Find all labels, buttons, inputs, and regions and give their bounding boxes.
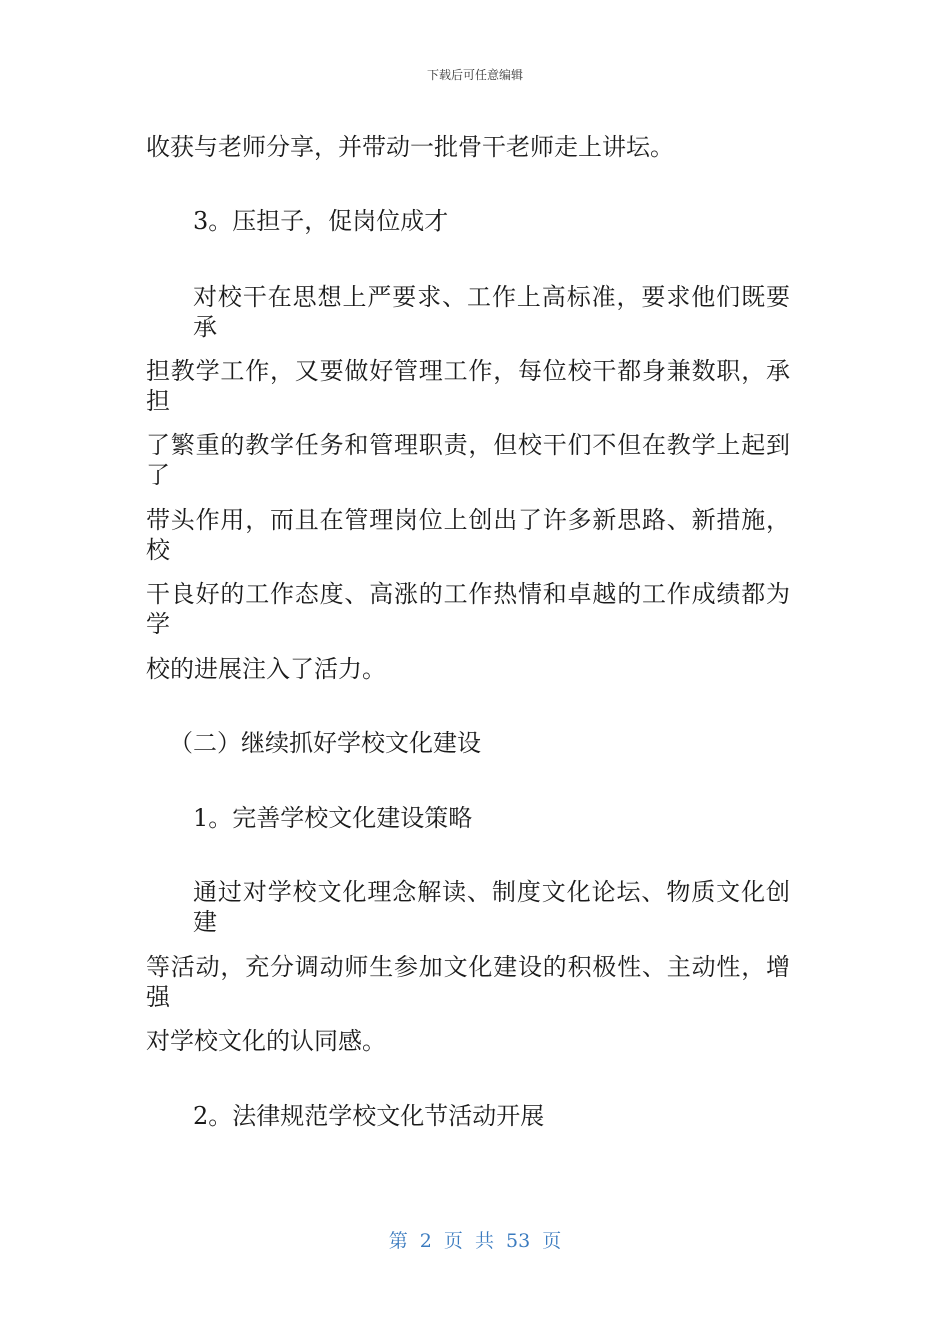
paragraph-line: 校的进展注入了活力。 — [146, 655, 386, 683]
paragraph-line: 等活动，充分调动师生参加文化建设的积极性、主动性，增强 — [146, 953, 790, 1011]
subsection-heading: 1。完善学校文化建设策略 — [193, 804, 473, 832]
paragraph-line: 对校干在思想上严要求、工作上高标准，要求他们既要承 — [193, 283, 790, 341]
paragraph-line: 通过对学校文化理念解读、制度文化论坛、物质文化创建 — [193, 878, 790, 936]
section-heading: 3。压担子，促岗位成才 — [193, 207, 449, 235]
paragraph-line: 担教学工作，又要做好管理工作，每位校干都身兼数职，承担 — [146, 357, 790, 415]
paragraph-line: 对学校文化的认同感。 — [146, 1027, 386, 1055]
paragraph-line: 了繁重的教学任务和管理职责，但校干们不但在教学上起到了 — [146, 431, 790, 489]
page-header: 下载后可任意编辑 — [426, 68, 523, 82]
paragraph-line: 干良好的工作态度、高涨的工作热情和卓越的工作成绩都为学 — [146, 580, 790, 638]
paragraph-line: 带头作用，而且在管理岗位上创出了许多新思路、新措施，校 — [146, 506, 790, 564]
subsection-heading: 2。法律规范学校文化节活动开展 — [193, 1102, 545, 1130]
paragraph-line: 收获与老师分享，并带动一批骨干老师走上讲坛。 — [146, 133, 674, 161]
section-heading: （二）继续抓好学校文化建设 — [169, 729, 481, 757]
page-number-footer: 第 2 页 共 53 页 — [388, 1230, 562, 1252]
